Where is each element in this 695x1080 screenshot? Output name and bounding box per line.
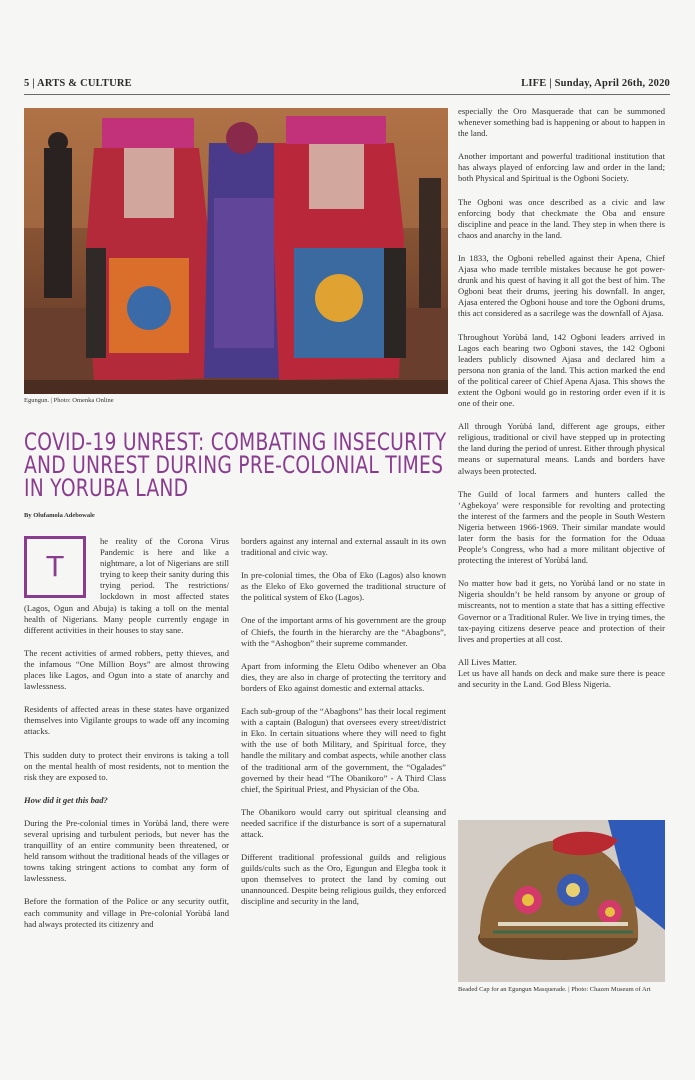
paragraph: All through Yorùbá land, different age groups, either religious, traditional or civil have stepped up in protecting the land during the period of unrest. Either through physical means or supernatural means. Lands and borders have always been protected. — [458, 421, 665, 476]
paragraph: Let us have all hands on deck and make sure there is peace and security in the Land. God Bless Nigeria. — [458, 667, 665, 690]
article-column-2 — [241, 536, 446, 920]
paragraph: Apart from informing the Eletu Odibo whenever an Oba dies, they are also in charge of protecting the territory and borders of Eko against domestic and external attacks. — [241, 660, 446, 693]
beaded-cap-photo — [458, 820, 665, 982]
paragraph: borders against any internal and external assault in its own traditional and civic way. — [241, 536, 446, 558]
intro-text: he reality of the Corona Virus Pandemic is here and like a nightmare, a lot of Nigerians are still trying to keep their sanity during this trying period. The restrictions/ lockdown in most affected states (Lagos, Ogun and Abuja) is taking a toll on the mental health of Nigerians. Many people currently engage in different activities in their houses to stay sane. — [24, 536, 229, 635]
paragraph: The Guild of local farmers and hunters called the ‘Agbekoya’ were responsible for revolting and protecting the interest of the farmers and the people in South Western Nigeria between 1966-1969. Their similar mandate would later form the basis for the formation for the Oduaa People’s Congress, who had a more militant objective of protecting the interest of Yorùbá land. — [458, 488, 665, 566]
header-divider — [24, 94, 670, 95]
paragraph: During the Pre-colonial times in Yorùbá land, there were several uprising and turbulent periods, but never has the tranquillity of an entire community been threatened, or held ransom without the traditional heads of the villages or towns taking stringent actions to combat any form of lawlessness. — [24, 817, 229, 884]
article-column-3 — [458, 106, 665, 702]
issue-date: LIFE | Sunday, April 26th, 2020 — [521, 78, 670, 89]
paragraph: No matter how bad it gets, no Yorùbá land or no state in Nigeria shouldn’t be held ransom by anyone or group of miscreants, not to mention a state that has a sitting effective Governor or a Traditional Ruler. We live in trying times, the tax-paying citizens deserve peace and protection of their lives and properties at all cost. — [458, 578, 665, 644]
paragraph: In 1833, the Ogboni rebelled against their Apena, Chief Ajasa who made terrible mistakes because he got power-drunk and his quest of having it all got the best of him. The Ogboni beat their drums, jeering his downfall. In anger, Ajasa entered the Ogboni house and tore the Ogboni drums, this act considered as a sacrilege was the downfall of Ajasa. — [458, 252, 665, 319]
drop-cap: T — [24, 536, 86, 598]
cap-photo-caption: Beaded Cap for an Egungun Masquerade. | Photo: Chazen Museum of Art — [458, 986, 651, 993]
paragraph: This sudden duty to protect their environs is taking a toll on the mental health of most residents, not to mention the risk they are exposed to. — [24, 749, 229, 782]
paragraph: Different traditional professional guilds and religious guilds/cults such as the Oro, Egungun and Elegba took it upon themselves to protect the land by coming out unannounced. Despite being religious guilds, they enforced discipline and security in the land, — [241, 852, 446, 907]
paragraph: All Lives Matter. — [458, 656, 517, 667]
subheading: How did it get this bad? — [24, 794, 108, 805]
paragraph: Throughout Yorùbá land, 142 Ogboni leaders arrived in Lagos each bearing two Ogboni staves, the 142 Ogboni leaders publicly disowned Ajasa and declared him a persona non grania of the land. This action marked the end of the political career of Chief Apena Ajasa. This shows the extent the Ogboni would go in restoring order even if it is one of their one. — [458, 331, 665, 409]
page-header — [24, 78, 670, 92]
paragraph: The Obanikoro would carry out spiritual cleansing and needed sacrifice if the disturbance is sort of a supernatural attack. — [241, 806, 446, 839]
intro-paragraph — [24, 536, 229, 636]
paragraph: Another important and powerful traditional institution that has always played of enforcing law and order in the land; both Physical and Spiritual is the Ogboni Society. — [458, 151, 665, 184]
egungun-masquerade-photo — [24, 108, 448, 394]
paragraph: The Ogboni was once described as a civic and law enforcing body that checkmate the Oba and ensure discipline and peace in the land. They step in when there is chaos and anarchy in the land. — [458, 196, 665, 240]
paragraph: One of the important arms of his government are the group of Chiefs, the fourth in the hierarchy are the “Abagbons”, with the “Ashogbon” their supreme commander. — [241, 615, 446, 648]
paragraph: especially the Oro Masquerade that can be summoned whenever something bad is happening or about to happen in the land. — [458, 106, 665, 139]
paragraph: The recent activities of armed robbers, petty thieves, and the infamous “One Million Boys” are almost throwing places like Lagos, and Ogun into a state of anarchy and lawlessness. — [24, 647, 229, 692]
paragraph: Each sub-group of the “Abagbons” has their local regiment with a captain (Balogun) that oversees every street/district in Eko. In certain situations where they will need to fight with the use of both Military, and Spiritual force, they handle the military and combat aspects, while another class of the traditional arm of the government, the “Ogalades” governed by their head “The Obanikoro” - A Third Class chief, the Spiritual Priest, and Physician of the Oba. — [241, 706, 446, 794]
paragraph: In pre-colonial times, the Oba of Eko (Lagos) also known as the Eleko of Eko governed the traditional structure of the political system of Eko (Lagos). — [241, 570, 446, 603]
main-photo-caption: Egungun. | Photo: Omenka Online — [24, 397, 114, 404]
article-column-1 — [24, 536, 229, 942]
paragraph: Residents of affected areas in these states have organized themselves into Vigilante groups to wade off any incoming attacks. — [24, 704, 229, 737]
paragraph: Before the formation of the Police or any security outfit, each community and village in Pre-colonial Yorùbá land had always protected its citizenry and — [24, 896, 229, 929]
article-headline: COVID-19 UNREST: COMBATING INSECURITY AND UNREST DURING PRE-COLONIAL TIMES IN YORUBA LAND — [24, 428, 447, 503]
byline: By Olufamola Adebowale — [24, 512, 95, 519]
section-label: 5 | ARTS & CULTURE — [24, 78, 132, 89]
